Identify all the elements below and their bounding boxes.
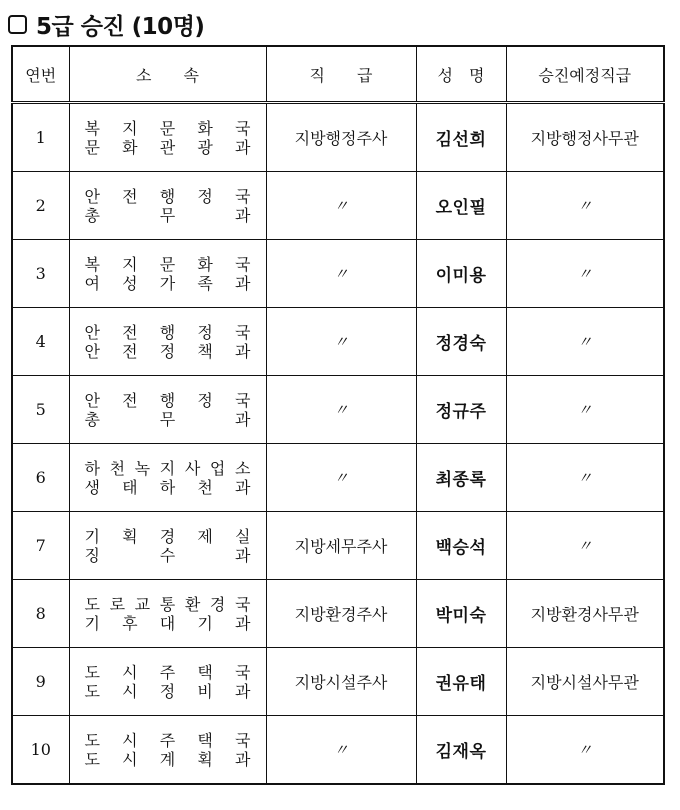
cell-rank-text: 〃 xyxy=(333,741,349,759)
cell-promoted-rank xyxy=(506,580,664,648)
dept-line: 복 지 문 화 국 xyxy=(84,118,251,138)
cell-promoted-rank xyxy=(506,172,664,240)
cell-rank xyxy=(266,240,416,308)
cell-no xyxy=(12,648,69,716)
cell-rank-text: 지방세무주사 xyxy=(294,537,388,556)
cell-dept xyxy=(69,648,266,716)
cell-rank xyxy=(266,172,416,240)
cell-no-text: 3 xyxy=(35,264,46,283)
cell-promoted-rank xyxy=(506,716,664,785)
dept-lines xyxy=(85,527,251,565)
dept-lines xyxy=(85,459,251,497)
cell-no xyxy=(12,716,69,785)
cell-no-text: 4 xyxy=(35,332,46,351)
cell-rank xyxy=(266,648,416,716)
cell-no xyxy=(12,308,69,376)
cell-promoted-rank-text: 〃 xyxy=(577,197,593,215)
dept-lines xyxy=(85,255,251,293)
cell-dept xyxy=(69,512,266,580)
cell-name-text: 오인필 xyxy=(435,198,487,218)
cell-dept xyxy=(69,103,266,172)
dept-line: 총 무 과 xyxy=(84,205,251,225)
dept-line: 안 전 행 정 국 xyxy=(84,186,251,206)
cell-no-text: 1 xyxy=(35,128,46,147)
cell-name-text: 정경숙 xyxy=(435,334,487,354)
dept-lines xyxy=(85,119,251,157)
cell-promoted-rank xyxy=(506,240,664,308)
cell-name xyxy=(416,444,506,512)
dept-line: 기 후 대 기 과 xyxy=(84,613,251,633)
cell-promoted-rank xyxy=(506,512,664,580)
table-row xyxy=(12,444,664,512)
cell-rank-text: 〃 xyxy=(333,469,349,487)
cell-name-text: 백승석 xyxy=(435,538,487,558)
table-row xyxy=(12,172,664,240)
cell-rank xyxy=(266,376,416,444)
dept-lines xyxy=(85,731,251,769)
table-header-row xyxy=(12,46,664,103)
table-row xyxy=(12,512,664,580)
cell-no xyxy=(12,240,69,308)
cell-name xyxy=(416,172,506,240)
dept-line: 복 지 문 화 국 xyxy=(84,254,251,274)
dept-line: 문 화 관 광 과 xyxy=(84,137,251,157)
cell-rank-text: 〃 xyxy=(333,401,349,419)
cell-no xyxy=(12,444,69,512)
cell-name-text: 정규주 xyxy=(435,402,487,422)
cell-rank-text: 지방환경주사 xyxy=(294,605,388,624)
cell-name xyxy=(416,580,506,648)
cell-promoted-rank xyxy=(506,103,664,172)
cell-no xyxy=(12,376,69,444)
header-dept: 소 속 xyxy=(69,46,266,103)
cell-rank-text: 〃 xyxy=(333,265,349,283)
cell-no-text: 2 xyxy=(35,196,46,215)
dept-line: 도 시 주 택 국 xyxy=(84,662,251,682)
dept-lines xyxy=(85,663,251,701)
cell-name-text: 박미숙 xyxy=(435,606,487,626)
cell-no-text: 10 xyxy=(30,740,51,759)
cell-dept xyxy=(69,172,266,240)
table-row xyxy=(12,103,664,172)
cell-name-text: 김재옥 xyxy=(435,742,487,762)
cell-dept xyxy=(69,716,266,785)
cell-dept xyxy=(69,580,266,648)
cell-promoted-rank-text: 〃 xyxy=(577,741,593,759)
header-rank: 직 급 xyxy=(266,46,416,103)
cell-name xyxy=(416,376,506,444)
cell-promoted-rank-text: 지방환경사무관 xyxy=(530,605,639,624)
table-row xyxy=(12,716,664,785)
cell-dept xyxy=(69,308,266,376)
cell-promoted-rank-text: 지방시설사무관 xyxy=(530,673,639,692)
cell-name-text: 김선희 xyxy=(435,130,487,150)
dept-line: 하 천 녹 지 사 업 소 xyxy=(84,458,251,478)
cell-promoted-rank-text: 〃 xyxy=(577,401,593,419)
cell-rank-text: 지방시설주사 xyxy=(294,673,388,692)
promotion-table xyxy=(11,45,665,785)
cell-rank xyxy=(266,580,416,648)
cell-promoted-rank xyxy=(506,444,664,512)
dept-line: 도 로 교 통 환 경 국 xyxy=(84,594,251,614)
dept-line: 도 시 계 획 과 xyxy=(84,749,251,769)
cell-rank xyxy=(266,308,416,376)
cell-rank-text: 지방행정주사 xyxy=(294,129,388,148)
dept-lines xyxy=(85,595,251,633)
cell-rank-text: 〃 xyxy=(333,333,349,351)
cell-no-text: 7 xyxy=(35,536,46,555)
cell-rank xyxy=(266,444,416,512)
section-heading xyxy=(8,8,204,40)
table-row xyxy=(12,240,664,308)
dept-line: 안 전 정 책 과 xyxy=(84,341,251,361)
cell-name xyxy=(416,648,506,716)
cell-rank-text: 〃 xyxy=(333,197,349,215)
dept-lines xyxy=(85,323,251,361)
cell-promoted-rank xyxy=(506,308,664,376)
dept-line: 안 전 행 정 국 xyxy=(84,390,251,410)
header-promoted-rank: 승진예정직급 xyxy=(506,46,664,103)
dept-line: 총 무 과 xyxy=(84,409,251,429)
checkbox-square-icon xyxy=(8,15,27,34)
cell-dept xyxy=(69,444,266,512)
table-row xyxy=(12,580,664,648)
dept-line: 안 전 행 정 국 xyxy=(84,322,251,342)
dept-line: 징 수 과 xyxy=(84,545,251,565)
cell-promoted-rank-text: 〃 xyxy=(577,469,593,487)
cell-promoted-rank-text: 〃 xyxy=(577,537,593,555)
header-no: 연번 xyxy=(12,46,69,103)
cell-dept xyxy=(69,376,266,444)
cell-name xyxy=(416,240,506,308)
dept-line: 여 성 가 족 과 xyxy=(84,273,251,293)
cell-rank xyxy=(266,103,416,172)
cell-name-text: 최종록 xyxy=(435,470,487,490)
cell-name-text: 이미용 xyxy=(435,266,487,286)
dept-lines xyxy=(85,187,251,225)
cell-no-text: 6 xyxy=(35,468,46,487)
cell-promoted-rank xyxy=(506,648,664,716)
header-name: 성 명 xyxy=(416,46,506,103)
cell-no-text: 9 xyxy=(35,672,46,691)
cell-no xyxy=(12,580,69,648)
cell-no xyxy=(12,512,69,580)
dept-line: 도 시 정 비 과 xyxy=(84,681,251,701)
cell-name xyxy=(416,103,506,172)
cell-name-text: 권유태 xyxy=(435,674,487,694)
cell-no xyxy=(12,103,69,172)
dept-line: 기 획 경 제 실 xyxy=(84,526,251,546)
cell-promoted-rank-text: 〃 xyxy=(577,333,593,351)
cell-name xyxy=(416,716,506,785)
cell-promoted-rank-text: 지방행정사무관 xyxy=(530,129,639,148)
cell-no-text: 8 xyxy=(35,604,46,623)
table-row xyxy=(12,648,664,716)
cell-rank xyxy=(266,512,416,580)
cell-name xyxy=(416,308,506,376)
cell-no xyxy=(12,172,69,240)
cell-promoted-rank xyxy=(506,376,664,444)
cell-name xyxy=(416,512,506,580)
cell-rank xyxy=(266,716,416,785)
table-row xyxy=(12,308,664,376)
dept-line: 도 시 주 택 국 xyxy=(84,730,251,750)
cell-no-text: 5 xyxy=(35,400,46,419)
heading-title: 5급 승진 (10명) xyxy=(36,13,205,40)
table-row xyxy=(12,376,664,444)
cell-promoted-rank-text: 〃 xyxy=(577,265,593,283)
dept-lines xyxy=(85,391,251,429)
cell-dept xyxy=(69,240,266,308)
dept-line: 생 태 하 천 과 xyxy=(84,477,251,497)
